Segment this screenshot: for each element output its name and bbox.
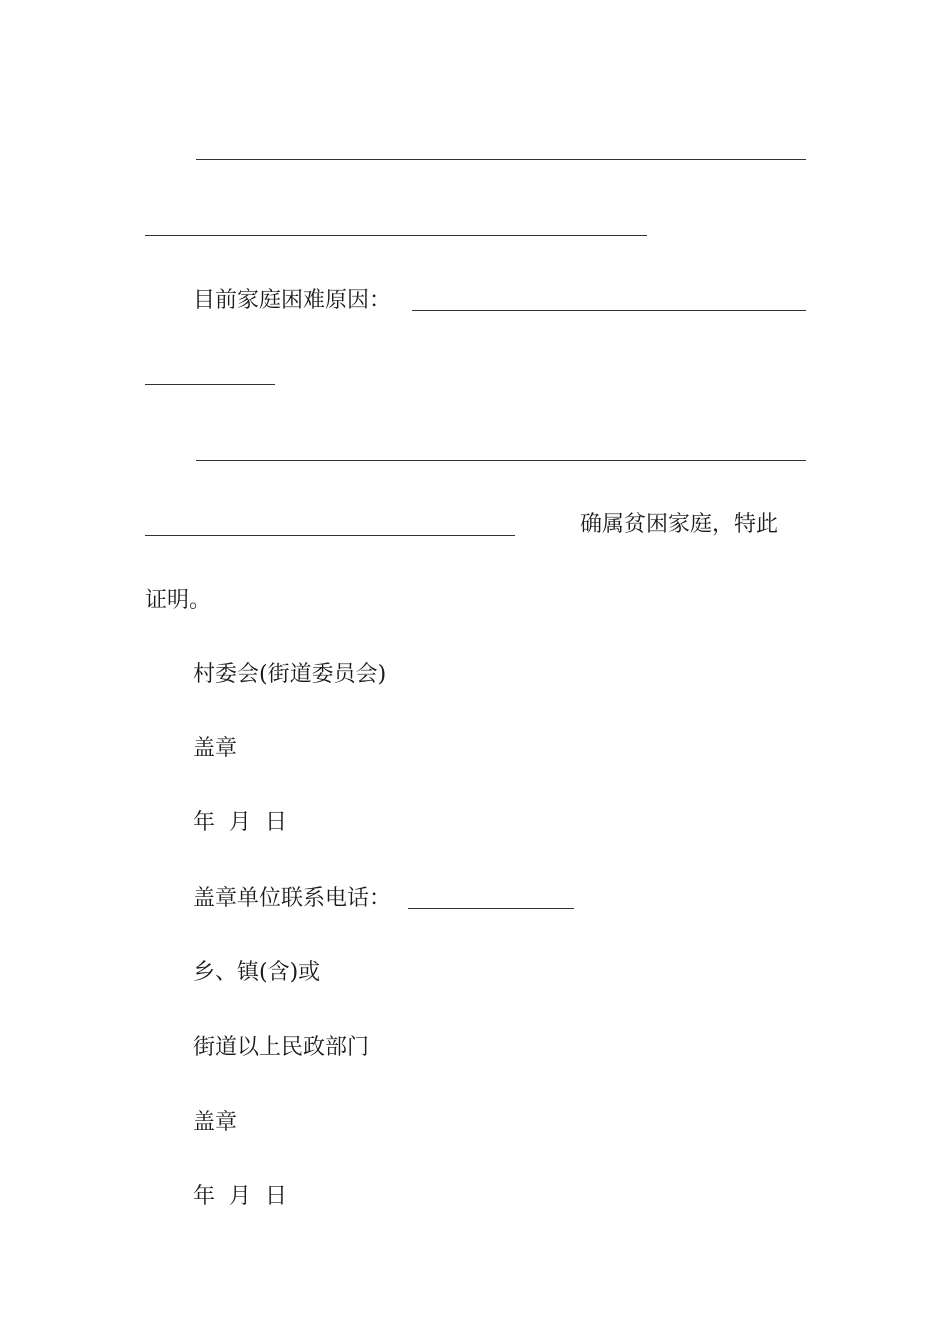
village-committee-label: 村委会(街道委员会) xyxy=(193,662,387,687)
confirm-poverty-text: 确属贫困家庭，特此 xyxy=(580,512,779,537)
difficulty-reason-label: 目前家庭困难原因： xyxy=(193,288,392,313)
blank-line-3 xyxy=(145,384,275,385)
civil-affairs-date-label: 年 月 日 xyxy=(193,1184,287,1209)
civil-affairs-dept-label: 街道以上民政部门 xyxy=(193,1035,370,1060)
seal-unit-phone-label: 盖章单位联系电话： xyxy=(193,886,392,911)
seal-unit-phone-blank xyxy=(408,908,574,909)
confirm-poverty-text-cont: 证明。 xyxy=(145,588,212,613)
blank-line-1 xyxy=(196,159,806,160)
township-label: 乡、镇(含)或 xyxy=(193,960,321,985)
blank-line-4 xyxy=(196,460,806,461)
village-date-label: 年 月 日 xyxy=(193,810,287,835)
blank-line-2 xyxy=(145,235,647,236)
civil-affairs-seal-label: 盖章 xyxy=(193,1110,238,1135)
blank-line-5 xyxy=(145,535,515,536)
village-seal-label: 盖章 xyxy=(193,736,238,761)
difficulty-reason-blank xyxy=(412,310,806,311)
